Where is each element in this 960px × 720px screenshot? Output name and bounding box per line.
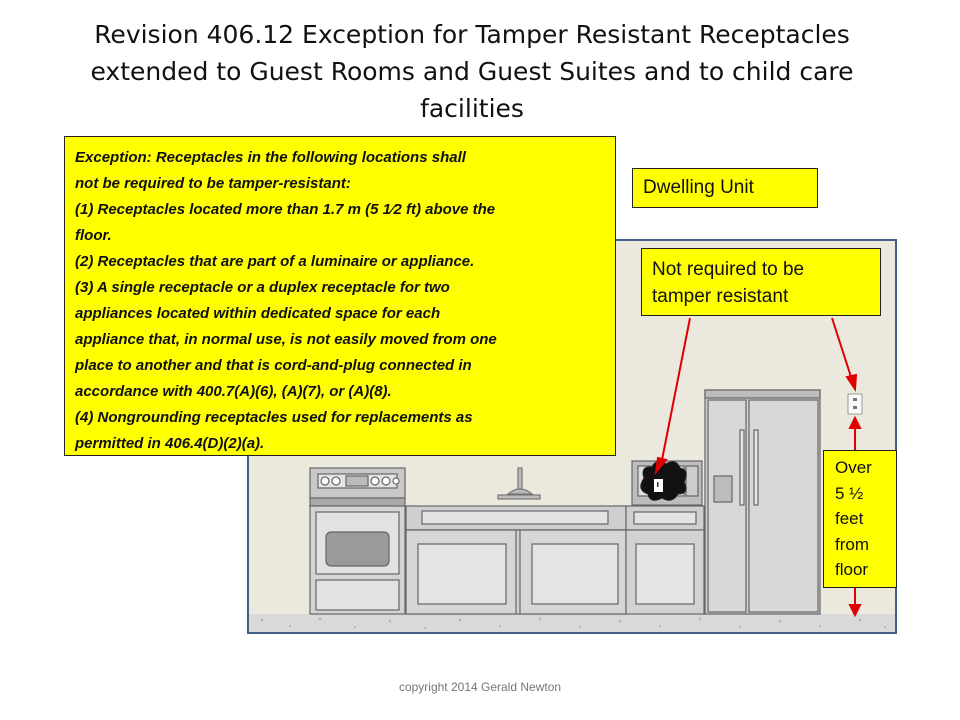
stove: [310, 468, 405, 614]
exception-line: permitted in 406.4(D)(2)(a).: [75, 435, 265, 452]
exception-line: floor.: [75, 227, 112, 244]
height-line: 5 ½: [835, 483, 864, 503]
exception-line: place to another and that is cord-and-plug connected in: [75, 357, 472, 374]
height-line: from: [835, 534, 869, 554]
appliance-receptacle-highlight: [641, 462, 686, 501]
lower-cabinets: [406, 506, 626, 614]
exception-line: accordance with 400.7(A)(6), (A)(7), or (A)(8).: [75, 383, 392, 400]
exception-line: not be required to be tamper-resistant:: [75, 175, 351, 192]
exception-line: appliance that, in normal use, is not easily moved from one: [75, 331, 497, 348]
refrigerator: [705, 390, 820, 614]
exception-line: (4) Nongrounding receptacles used for replacements as: [75, 409, 473, 426]
exception-line: Exception: Receptacles in the following locations shall: [75, 149, 466, 166]
title-line-3: facilities: [420, 94, 524, 123]
exception-line: (2) Receptacles that are part of a luminaire or appliance.: [75, 253, 475, 270]
exception-callout: [64, 136, 616, 456]
title-line-1: Revision 406.12 Exception for Tamper Resistant Receptacles: [94, 20, 850, 49]
title-line-2: extended to Guest Rooms and Guest Suites and to child care: [90, 57, 854, 86]
not-required-callout: [641, 248, 881, 316]
height-callout: [823, 450, 897, 588]
floor: [249, 614, 895, 632]
high-wall-receptacle: [848, 394, 862, 414]
not-required-line-1: Not required to be: [652, 259, 805, 280]
height-line: floor: [835, 560, 869, 579]
exception-line: appliances located within dedicated space for each: [75, 305, 441, 322]
dwelling-unit-label: Dwelling Unit: [632, 168, 818, 208]
faucet: [498, 468, 540, 499]
height-line: feet: [835, 509, 864, 528]
exception-line: (3) A single receptacle or a duplex receptacle for two: [75, 279, 450, 296]
height-line: Over: [835, 458, 872, 477]
copyright-footer: copyright 2014 Gerald Newton: [398, 680, 562, 694]
exception-line: (1) Receptacles located more than 1.7 m (5 1⁄2 ft) above the: [75, 201, 496, 218]
not-required-line-2: tamper resistant: [652, 286, 789, 307]
